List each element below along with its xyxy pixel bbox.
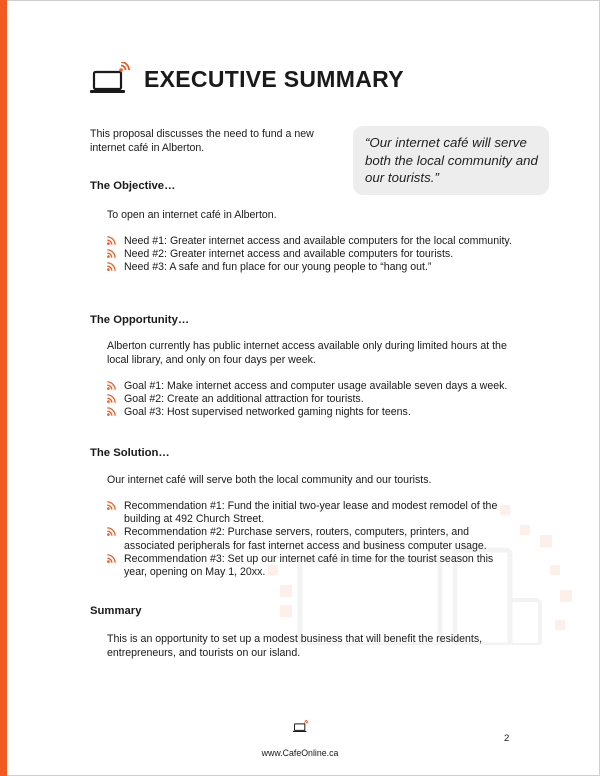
bullet-text: Goal #2: Create an additional attraction for tourists. <box>124 393 364 406</box>
bullet-text: Need #1: Greater internet access and available computers for the local community. <box>124 235 512 247</box>
pull-quote <box>353 126 549 195</box>
list-item <box>107 393 517 406</box>
solution-heading: The Solution… <box>90 447 170 459</box>
rss-bullet-icon <box>107 262 116 275</box>
page-title: EXECUTIVE SUMMARY <box>144 65 404 92</box>
summary-heading: Summary <box>90 605 142 617</box>
objective-heading: The Objective… <box>90 180 176 192</box>
objective-text: To open an internet café in Alberton. <box>107 209 277 221</box>
list-item <box>107 406 517 419</box>
bullet-text: Need #2: Greater internet access and available computers for tourists. <box>124 248 454 261</box>
rss-bullet-icon <box>107 527 116 540</box>
list-item <box>107 235 517 248</box>
list-item <box>107 261 517 274</box>
rss-bullet-icon <box>107 554 116 567</box>
bullet-text: Recommendation #2: Purchase servers, routers, computers, printers, and associated peripherals for fast internet access and business computer usage. <box>124 526 487 552</box>
rss-bullet-icon <box>107 407 116 420</box>
page-header <box>90 62 404 96</box>
summary-text: This is an opportunity to set up a modest business that will benefit the residents, entrepreneurs, and tourists on our island. <box>107 633 483 659</box>
bullet-text: Recommendation #1: Fund the initial two-year lease and modest remodel of the building at 492 Church Street. <box>124 500 498 526</box>
devices-watermark-graphic <box>260 505 580 645</box>
laptop-wifi-icon <box>293 720 309 733</box>
list-item <box>107 248 517 261</box>
bullet-text: Recommendation #3: Set up our internet café in time for the tourist season this year, opening on May 1, 20xx. <box>124 552 494 579</box>
list-item <box>107 380 517 393</box>
laptop-wifi-icon <box>90 62 132 96</box>
opportunity-heading: The Opportunity… <box>90 314 190 326</box>
bullet-text: Goal #1: Make internet access and computer usage available seven days a week. <box>124 380 508 392</box>
bullet-text: Need #3: A safe and fun place for our young people to “hang out.” <box>124 261 432 274</box>
opportunity-bullet-list <box>107 380 517 420</box>
footer-url: www.CafeOnline.ca <box>261 748 339 758</box>
bullet-text: Goal #3: Host supervised networked gaming nights for teens. <box>124 406 411 419</box>
rss-bullet-icon <box>107 501 116 514</box>
pull-quote-text: “Our internet café will serve both the local community and our tourists.” <box>365 135 538 185</box>
objective-bullet-list <box>107 235 517 275</box>
intro-paragraph: This proposal discusses the need to fund a new internet café in Alberton. <box>90 128 314 154</box>
accent-side-bar <box>0 0 7 776</box>
opportunity-text: Alberton currently has public internet access available only during limited hours at the local library, and only on four days per week. <box>107 340 507 366</box>
solution-text: Our internet café will serve both the local community and our tourists. <box>107 474 432 486</box>
page-number: 2 <box>504 733 510 744</box>
